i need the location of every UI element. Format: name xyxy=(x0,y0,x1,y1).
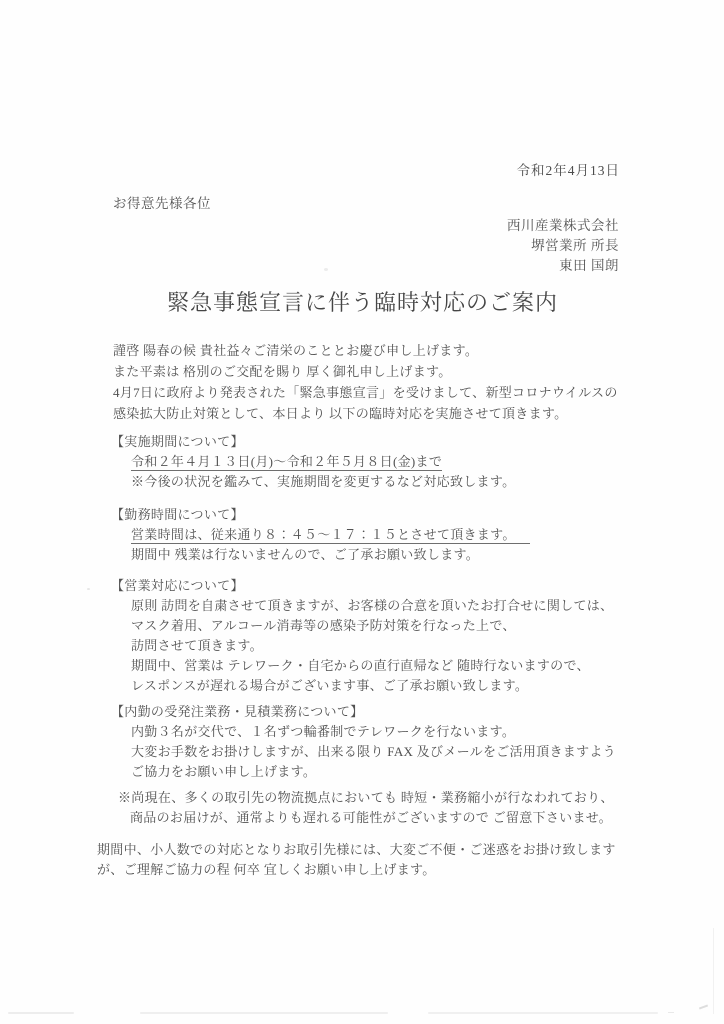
text-line xyxy=(131,525,628,545)
text-line: ※尚現在、多くの取引先の物流拠点においても 時短・業務縮小が行なわれており、 xyxy=(118,790,614,805)
letter-content xyxy=(97,161,628,880)
document-title: 緊急事態宣言に伴う臨時対応のご案内 xyxy=(166,290,558,315)
section-body xyxy=(131,596,628,696)
scan-artifact-speck xyxy=(699,1005,708,1010)
document-date: 令和2年4月13日 xyxy=(516,163,620,178)
scan-artifact-speck xyxy=(324,268,328,271)
text-line: 謹啓 陽春の候 貴社益々ご清栄のこととお慶び申し上げます。 xyxy=(113,343,479,358)
scan-artifact-speck xyxy=(87,588,90,590)
opening-paragraph xyxy=(113,340,628,424)
text-line: マスク着用、アルコール消毒等の感染予防対策を行なった上で、 xyxy=(131,618,516,633)
text-line xyxy=(131,452,628,472)
scan-artifact-dash xyxy=(8,1012,74,1014)
section-body xyxy=(131,722,628,782)
text-line: 大変お手数をお掛けしますが、出来る限り FAX 及びメールをご活用頂きますよう xyxy=(131,744,616,759)
underlined-text: 令和２年４月１３日(月)～令和２年５月８日(金)まで xyxy=(131,454,443,469)
text-line: 4月7日に政府より発表された「緊急事態宣言」を受けまして、新型コロナウイルスの xyxy=(113,385,618,400)
scan-artifact-dash xyxy=(140,1012,388,1014)
text-line: ご協力をお願い申し上げます。 xyxy=(131,764,317,779)
section-heading: 【実施期間について】 xyxy=(111,434,244,449)
delivery-delay-note xyxy=(118,788,628,828)
text-line: ※今後の状況を鑑みて、実施期間を変更するなど対応致します。 xyxy=(131,474,516,489)
section-body xyxy=(131,525,628,565)
section-body xyxy=(131,452,628,492)
text-line: また平素は 格別のご交配を賜り 厚く御礼申し上げます。 xyxy=(113,364,452,379)
scan-artifact-dot xyxy=(668,1012,674,1013)
text-line: が、ご理解ご協力の程 何卒 宜しくお願い申し上げます。 xyxy=(97,862,436,877)
scan-artifact-dash xyxy=(428,1012,658,1014)
closing-paragraph xyxy=(97,840,628,880)
sender-name: 東田 国朗 xyxy=(559,258,619,273)
section-working-hours xyxy=(111,505,628,565)
text-line: レスポンスが遅れる場合がございます事、ご了承お願い致します。 xyxy=(131,678,529,693)
section-office-order-work xyxy=(111,702,628,782)
text-line: 期間中、営業は テレワーク・自宅からの直行直帰など 随時行ないますので、 xyxy=(131,658,590,673)
underlined-text: 営業時間は、従来通り８：４５～１７：１５とさせて頂きます。 xyxy=(131,527,530,544)
section-heading: 【勤務時間について】 xyxy=(111,507,244,522)
sender-office: 堺営業所 所長 xyxy=(531,238,619,253)
text-line: 原則 訪問を自粛させて頂きますが、お客様の合意を頂いたお打合せに関しては、 xyxy=(131,598,614,613)
text-line: 内勤３名が交代で、１名ずつ輪番制でテレワークを行ないます。 xyxy=(131,724,516,739)
section-implementation-period xyxy=(111,432,628,492)
text-line: 訪問させて頂きます。 xyxy=(131,638,263,653)
section-sales-response xyxy=(111,576,628,696)
text-line: 期間中、小人数での対応となりお取引先様には、大変ご不便・ご迷惑をお掛け致します xyxy=(97,842,616,857)
text-line: 商品のお届けが、通常よりも遅れる可能性がございますので ご留意下さいませ。 xyxy=(130,810,612,825)
sender-block xyxy=(97,216,628,276)
section-heading: 【営業対応について】 xyxy=(111,578,244,593)
addressee: お得意先様各位 xyxy=(113,196,211,211)
section-heading: 【内勤の受発注業務・見積業務について】 xyxy=(111,704,364,719)
text-line: 期間中 残業は行ないませんので、ご了承お願い致します。 xyxy=(131,547,480,562)
sender-company: 西川産業株式会社 xyxy=(507,218,619,233)
text-line: 感染拡大防止対策として、本日より 以下の臨時対応を実施させて頂きます。 xyxy=(113,406,568,421)
scan-artifact-vertical-line xyxy=(713,928,714,1014)
